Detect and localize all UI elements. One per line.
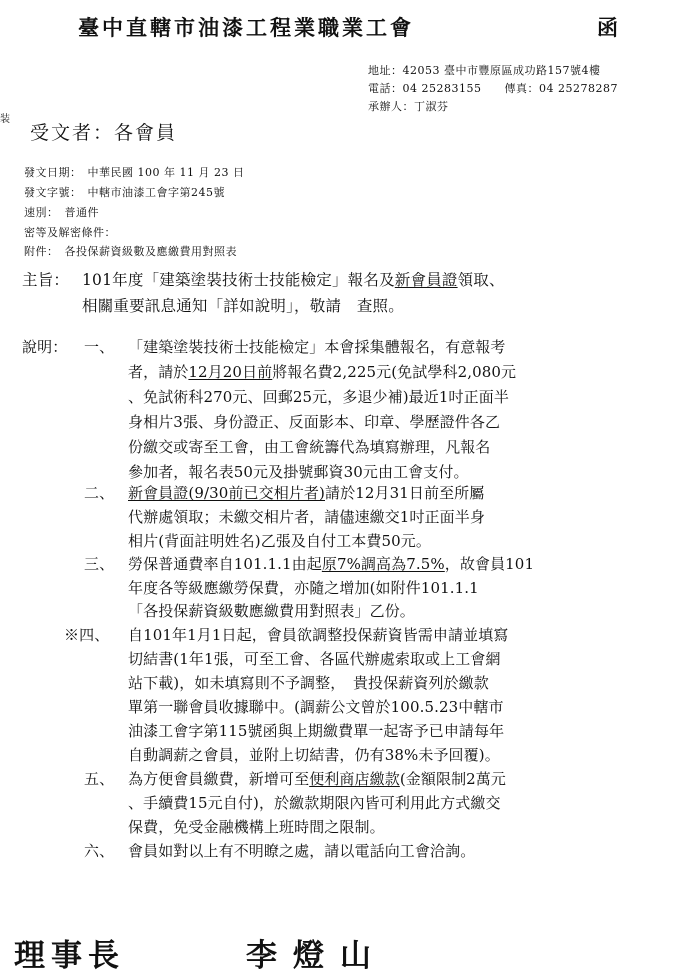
chairman-name: 李燈山	[246, 938, 387, 974]
item-5-line: 、手續費15元自付)，於繳款期限內皆可利用此方式繳交	[128, 794, 501, 812]
item-1-line: 參加者，報名表50元及掛號郵資30元由工會支付。	[128, 463, 469, 481]
item-5-line: 保費，免受金融機構上班時間之限制。	[128, 818, 385, 836]
subject-line-1: 101年度「建築塗裝技術士技能檢定」報名及新會員證領取、	[82, 271, 505, 289]
subject-label: 主旨：	[22, 271, 70, 289]
phone-fax-line: 電話：04 25283155 傳真：04 25278287	[368, 82, 618, 95]
item-1-line: 者，請於12月20日前將報名費2,225元(免試學科2,080元	[128, 363, 517, 381]
item-3-line: 「各投保薪資級數應繳費用對照表」乙份。	[128, 602, 415, 620]
item-4-line: 自101年1月1日起，會員欲調整投保薪資皆需申請並填寫	[128, 626, 509, 644]
item-4-line: 自動調薪之會員，並附上切結書，仍有38%未予回覆)。	[128, 746, 500, 764]
item-number-1: 一、	[84, 338, 115, 356]
item-1-line: 、免試術科270元、回郵25元，多退少補)最近1吋正面半	[128, 388, 509, 406]
item-1-line: 「建築塗裝技術士技能檢定」本會採集體報名，有意報考	[128, 338, 506, 356]
item-5-line: 為方便會員繳費，新增可至便利商店繳款(金額限制2萬元	[128, 770, 507, 788]
item-1-line: 份繳交或寄至工會，由工會統籌代為填寫辦理，凡報名	[128, 438, 491, 456]
document-type: 函	[597, 15, 618, 40]
item-3-line: 勞保普通費率自101.1.1由起原7%調高為7.5%，故會員101	[128, 555, 535, 573]
item-4-line: 油漆工會字第115號函與上期繳費單一起寄予已申請每年	[128, 722, 505, 740]
address-line: 地址：42053 臺中市豐原區成功路157號4樓	[368, 64, 601, 77]
item-1-line: 身相片3張、身份證正、反面影本、印章、學歷證件各乙	[128, 413, 501, 431]
delivery-speed: 速別： 普通件	[24, 206, 99, 219]
item-number-5: 五、	[84, 770, 115, 788]
item-3-line: 年度各等級應繳勞保費，亦隨之增加(如附件101.1.1	[128, 579, 479, 597]
chairman-title: 理事長	[14, 938, 125, 974]
item-6-line: 會員如對以上有不明瞭之處，請以電話向工會洽詢。	[128, 842, 476, 860]
issue-number: 發文字號： 中轄市油漆工會字第245號	[24, 186, 225, 199]
item-4-line: 站下載)，如未填寫則不予調整， 貴投保薪資列於繳款	[128, 674, 489, 692]
issue-date: 發文日期： 中華民國 100 年 11 月 23 日	[24, 166, 245, 179]
contact-person-line: 承辦人：丁淑芬	[368, 100, 449, 113]
description-label: 說明：	[22, 338, 68, 356]
item-number-6: 六、	[84, 842, 115, 860]
item-2-line: 代辦處領取；未繳交相片者，請儘速繳交1吋正面半身	[128, 508, 485, 526]
item-number-4: ※四、	[64, 626, 110, 644]
attachment-line: 附件： 各投保薪資級數及應繳費用對照表	[24, 245, 237, 258]
subject-line-2: 相關重要訊息通知「詳如說明」，敬請 查照。	[82, 297, 404, 315]
recipient-line: 受文者：各會員	[30, 122, 178, 144]
binding-margin-mark: 装	[0, 114, 10, 125]
item-number-2: 二、	[84, 484, 115, 502]
confidentiality: 密等及解密條件：	[24, 226, 116, 239]
item-2-line: 新會員證(9/30前已交相片者)請於12月31日前至所屬	[128, 484, 485, 502]
item-4-line: 單第一聯會員收據聯中。(調薪公文曾於100.5.23中轄市	[128, 698, 504, 716]
organization-title: 臺中直轄市油漆工程業職業工會	[78, 15, 414, 40]
item-number-3: 三、	[84, 555, 115, 573]
item-2-line: 相片(背面註明姓名)乙張及自付工本費50元。	[128, 532, 431, 550]
item-4-line: 切結書(1年1張，可至工會、各區代辦處索取或上工會網	[128, 650, 501, 668]
